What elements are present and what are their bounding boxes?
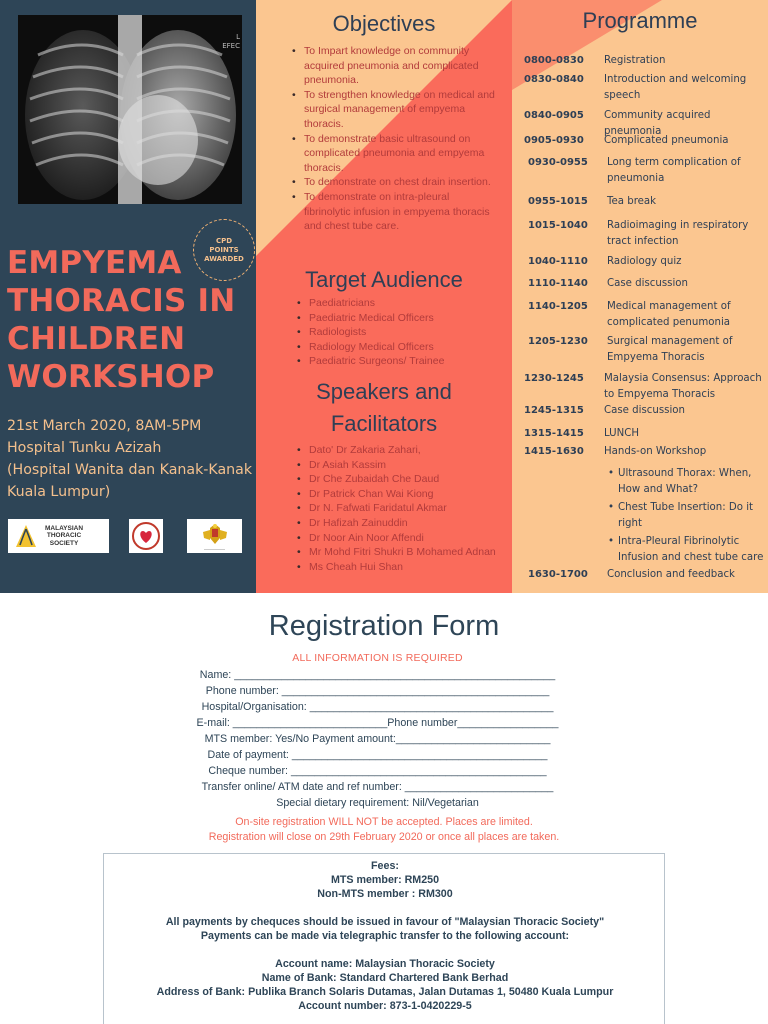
programme-activity: Malaysia Consensus: Approach to Empyema Thoracis — [604, 373, 762, 400]
programme-activity: Long term complication of pneumonia — [607, 157, 741, 184]
event-date: 21st March 2020, 8AM-5PM — [7, 418, 202, 434]
programme-time: 1630-1700 — [528, 569, 588, 580]
mts-logo-line-2: THORACIC — [46, 532, 82, 540]
speakers-list — [295, 443, 510, 574]
programme-time: 1245-1315 — [524, 405, 584, 416]
programme-activity: Hands-on Workshop — [604, 446, 707, 457]
list-item: • To strengthen knowledge on medical and surgical management of empyema thoracis. — [290, 88, 498, 132]
onsite-registration-note: On-site registration WILL NOT be accepted. Places are limited. — [235, 816, 533, 828]
list-item: • Dr Patrick Chan Wai Kiong — [295, 487, 510, 502]
programme-activity: Complicated pneumonia — [604, 135, 729, 146]
workshop-title — [7, 244, 257, 396]
fees-heading: Fees: — [371, 860, 399, 872]
crest-caption: —————— — [204, 546, 225, 551]
programme-time: 1415-1630 — [524, 446, 584, 457]
list-item: • Mr Mohd Fitri Shukri B Mohamed Adnan — [295, 545, 510, 560]
xray-marker-l: L — [236, 33, 240, 41]
cpd-line-2: POINTS — [209, 245, 239, 254]
transfer-ref-field[interactable]: Transfer online/ ATM date and ref number: _________________________ — [201, 781, 554, 793]
xray-marker-efec: EFEC — [222, 42, 240, 50]
title-line-3: CHILDREN — [7, 321, 186, 357]
list-item: • To demonstrate basic ultrasound on complicated pneumonia and empyema thoracis. — [290, 132, 498, 176]
transfer-payment-note: Payments can be made via telegraphic transfer to the following account: — [200, 930, 570, 942]
list-item: • Dr Noor Ain Noor Affendi — [295, 531, 510, 546]
list-item: • Paediatricians — [295, 296, 505, 311]
cheque-number-field[interactable]: Cheque number: ___________________________________________ — [208, 765, 547, 777]
account-number: Account number: 873-1-0420229-5 — [298, 1000, 472, 1012]
event-venue-line-3: Kuala Lumpur) — [7, 484, 111, 500]
programme-activity: Case discussion — [607, 278, 688, 289]
dietary-requirement-field[interactable]: Special dietary requirement: Nil/Vegetarian — [276, 797, 479, 809]
title-line-4: WORKSHOP — [7, 359, 215, 395]
cheque-payment-note: All payments by chequces should be issued in favour of "Malaysian Thoracic Society" — [165, 916, 605, 928]
programme-activity: Radioimaging in respiratory tract infection — [607, 220, 749, 247]
programme-time: 1040-1110 — [528, 256, 588, 267]
cpd-line-3: AWARDED — [204, 254, 244, 263]
list-item: • Ultrasound Thorax: When, How and What? — [604, 466, 764, 497]
programme-heading: Programme — [582, 8, 698, 33]
list-item: • Dr N. Fafwati Faridatul Akmar — [295, 501, 510, 516]
heart-association-logo — [129, 519, 163, 553]
programme-time: 0955-1015 — [528, 196, 588, 207]
bank-address: Address of Bank: Publika Branch Solaris Dutamas, Jalan Dutamas 1, 50480 Kuala Lumpur — [156, 986, 614, 998]
list-item: • Chest Tube Insertion: Do it right — [604, 500, 764, 531]
list-item: • To demonstrate on intra-pleural fibrinolytic infusion in empyema thoracis and chest tube care. — [290, 190, 498, 234]
programme-activity: Introduction and welcoming speech — [604, 74, 747, 101]
email-phone-field[interactable]: E-mail: __________________________Phone number_________________ — [196, 717, 559, 729]
programme-activity: Case discussion — [604, 405, 685, 416]
programme-activity: Tea break — [607, 196, 657, 207]
programme-time: 1110-1140 — [528, 278, 588, 289]
required-note: ALL INFORMATION IS REQUIRED — [292, 652, 463, 664]
programme-time: 0800-0830 — [524, 55, 584, 66]
programme-time: 1230-1245 — [524, 373, 584, 384]
programme-time: 0830-0840 — [524, 74, 584, 85]
title-line-2: THORACIS IN — [7, 283, 236, 319]
event-venue: Hospital Tunku Azizah — [7, 440, 162, 456]
programme-time: 0930-0955 — [528, 157, 588, 168]
list-item: • To Impart knowledge on community acquired pneumonia and complicated pneumonia. — [290, 44, 498, 88]
list-item: • Dato' Dr Zakaria Zahari, — [295, 443, 510, 458]
list-item: • Paediatric Medical Officers — [295, 311, 505, 326]
xray-illustration — [18, 15, 242, 204]
crest-icon — [200, 522, 230, 546]
workshop-stations-list — [604, 466, 764, 568]
registration-deadline-note: Registration will close on 29th February 2020 or once all places are taken. — [208, 831, 560, 843]
objectives-heading: Objectives — [332, 11, 436, 36]
date-of-payment-field[interactable]: Date of payment: ___________________________________________ — [207, 749, 548, 761]
heart-emblem-icon — [131, 521, 161, 551]
programme-time: 0905-0930 — [524, 135, 584, 146]
title-line-1: EMPYEMA — [7, 245, 182, 281]
mts-fee: MTS member: RM250 — [330, 874, 440, 886]
programme-activity: Conclusion and feedback — [607, 569, 735, 580]
mts-logo — [8, 519, 109, 553]
account-name: Account name: Malaysian Thoracic Society — [275, 958, 495, 970]
speakers-heading-line-2: Facilitators — [330, 411, 438, 436]
programme-activity: Registration — [604, 55, 666, 66]
list-item: • Ms Cheah Hui Shan — [295, 560, 510, 575]
list-item: • Dr Hafizah Zainuddin — [295, 516, 510, 531]
event-details — [7, 415, 257, 503]
objectives-list — [290, 44, 498, 234]
non-mts-fee: Non-MTS member : RM300 — [317, 888, 453, 900]
programme-time: 1315-1415 — [524, 428, 584, 439]
programme-time: 1015-1040 — [528, 220, 588, 231]
cpd-line-1: CPD — [215, 236, 233, 245]
fees-box — [103, 853, 665, 1024]
list-item: • Radiology Medical Officers — [295, 340, 505, 355]
programme-activity: LUNCH — [604, 428, 640, 439]
sponsor-logos — [0, 516, 256, 556]
list-item: • Dr Che Zubaidah Che Daud — [295, 472, 510, 487]
list-item: • Dr Asiah Kassim — [295, 458, 510, 473]
programme-activity: Medical management of complicated penumonia — [607, 301, 731, 328]
bank-name: Name of Bank: Standard Chartered Bank Berhad — [261, 972, 509, 984]
list-item: • To demonstrate on chest drain insertion. — [290, 175, 498, 190]
programme-activity: Community acquired pneumonia — [604, 110, 711, 137]
ministry-of-health-logo — [187, 519, 242, 553]
mts-logo-line-1: MALAYSIAN — [45, 524, 84, 532]
list-item: • Paediatric Surgeons/ Trainee — [295, 354, 505, 369]
programme-time: 1140-1205 — [528, 301, 588, 312]
chest-xray-image — [18, 15, 242, 204]
target-audience-list — [295, 296, 505, 369]
list-item: • Intra-Pleural Fibrinolytic Infusion and chest tube care — [604, 534, 764, 565]
mts-emblem-icon — [12, 523, 40, 549]
xray-marker — [222, 33, 240, 51]
mts-logo-line-3: SOCIETY — [49, 539, 79, 547]
registration-form-title: Registration Form — [268, 610, 500, 642]
name-field[interactable]: Name: ______________________________________________________ — [199, 669, 556, 681]
speakers-heading-line-1: Speakers and — [316, 379, 452, 404]
programme-activity: Surgical management of Empyema Thoracis — [607, 336, 733, 363]
target-audience-heading: Target Audience — [305, 267, 463, 292]
programme-time: 0840-0905 — [524, 110, 584, 121]
mts-member-payment-field[interactable]: MTS member: Yes/No Payment amount:__________________________ — [204, 733, 551, 745]
programme-activity: Radiology quiz — [607, 256, 682, 267]
event-venue-line-2: (Hospital Wanita dan Kanak-Kanak — [7, 462, 253, 478]
hospital-organisation-field[interactable]: Hospital/Organisation: _________________________________________ — [201, 701, 554, 713]
mts-logo-text — [45, 525, 83, 548]
list-item: • Radiologists — [295, 325, 505, 340]
phone-number-field[interactable]: Phone number: _____________________________________________ — [205, 685, 550, 697]
programme-time: 1205-1230 — [528, 336, 588, 347]
